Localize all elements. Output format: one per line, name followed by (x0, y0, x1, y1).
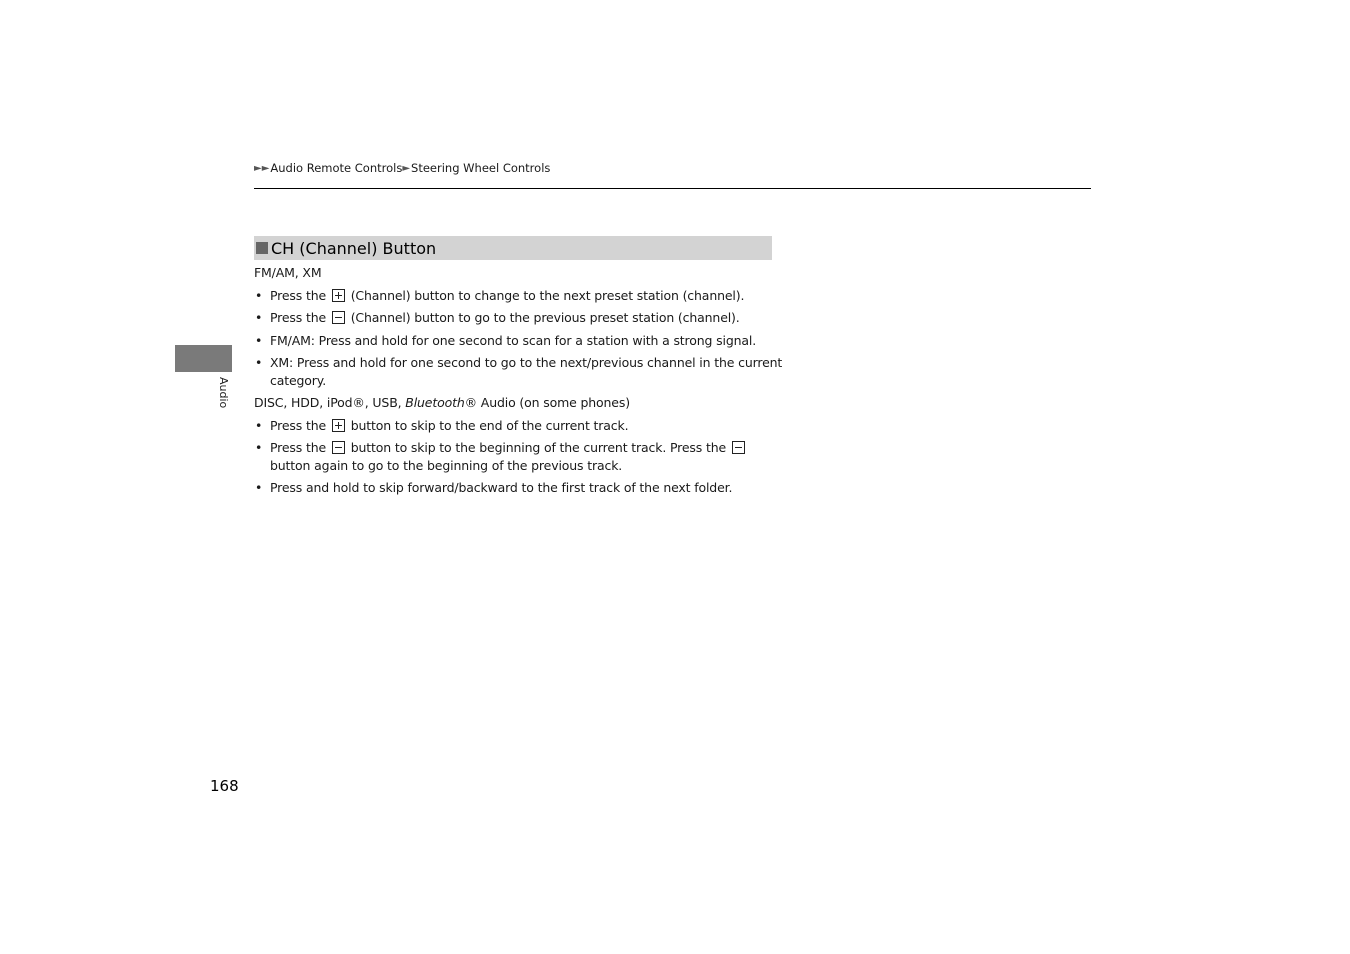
list-item: • XM: Press and hold for one second to go to the next/previous channel in the current category. (254, 354, 784, 389)
list-item-text: Press the (270, 417, 327, 433)
list-item-text: (Channel) button to go to the previous preset station (channel). (350, 310, 740, 325)
section-title: CH (Channel) Button (271, 238, 437, 258)
list-item-text: Press the (270, 440, 327, 455)
list-item (254, 309, 784, 327)
breadcrumb (254, 161, 550, 176)
plus-button-icon (332, 419, 345, 432)
breadcrumb-separator-icon: ► (402, 163, 411, 174)
list-item (254, 287, 784, 305)
chapter-tab-label: Audio (217, 377, 230, 409)
section-body (254, 264, 784, 502)
section-header (254, 236, 772, 260)
breadcrumb-item-audio-remote-controls[interactable]: Audio Remote Controls (270, 161, 403, 175)
list-item-text: Press the (270, 310, 327, 325)
page-number: 168 (210, 777, 239, 795)
list-item: • Press and hold to skip forward/backward to the first track of the next folder. (254, 479, 784, 497)
list-item-text: button again to go to the beginning of the previous track. (270, 457, 623, 473)
minus-button-icon (332, 441, 345, 454)
list-item-text: button to skip to the beginning of the current track. Press the (350, 440, 727, 455)
sub-heading-text: ® Audio (on some phones) (464, 395, 630, 410)
minus-button-icon (732, 441, 745, 454)
fm-am-xm-list (254, 287, 784, 390)
list-item (254, 417, 784, 435)
list-item: • FM/AM: Press and hold for one second to scan for a station with a strong signal. (254, 332, 784, 350)
chapter-tab[interactable] (175, 345, 232, 372)
list-item-text: (Channel) button to change to the next preset station (channel). (350, 287, 745, 303)
minus-button-icon (332, 311, 345, 324)
list-item-text: button to skip to the end of the current track. (350, 417, 629, 433)
plus-button-icon (332, 289, 345, 302)
header-divider (254, 188, 1091, 189)
section-square-icon (256, 242, 268, 254)
breadcrumb-item-steering-wheel-controls[interactable]: Steering Wheel Controls (411, 161, 551, 175)
sub-heading-text: DISC, HDD, iPod®, USB, (254, 395, 406, 410)
list-item-text: Press the (270, 287, 327, 303)
breadcrumb-arrows-icon: ►► (254, 163, 270, 174)
disc-hdd-list (254, 417, 784, 497)
list-item (254, 439, 784, 474)
sub-heading-fm-am-xm: FM/AM, XM (254, 265, 322, 280)
bluetooth-term: Bluetooth (405, 395, 465, 410)
sub-heading-disc-hdd-ipod-usb-bluetooth (254, 394, 784, 412)
